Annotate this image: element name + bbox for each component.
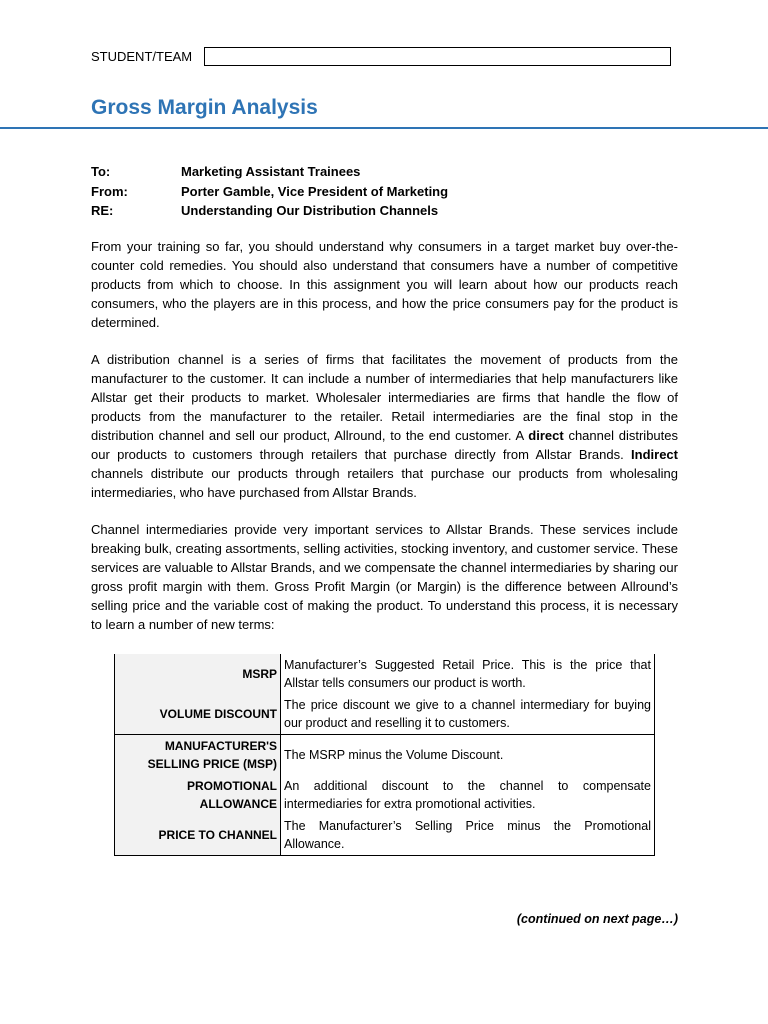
definition-msrp: Manufacturer’s Suggested Retail Price. This is the price that Allstar tells consumers our product is worth. — [281, 654, 655, 694]
definition-promotional-allowance: An additional discount to the channel to compensate intermediaries for extra promotional activities. — [281, 775, 655, 815]
table-row — [115, 694, 655, 735]
memo-from-value: Porter Gamble, Vice President of Marketing — [181, 183, 449, 199]
table-row — [115, 775, 655, 815]
terms-table — [114, 654, 655, 856]
table-row — [115, 735, 655, 776]
memo-header — [91, 162, 448, 221]
paragraph-intermediaries: Channel intermediaries provide very important services to Allstar Brands. These services include breaking bulk, creating assortments, selling activities, stocking inventory, and customer service. These services are valuable to Allstar Brands, and we compensate the channel intermediaries by sharing our gross profit margin with them. Gross Profit Margin (or Margin) is the difference between Allround’s selling price and the variable cost of making the product. To understand this process, it is necessary to learn a number of new terms: — [91, 522, 678, 632]
memo-re-row — [91, 201, 448, 221]
memo-re-value: Understanding Our Distribution Channels — [181, 203, 439, 219]
page-title: Gross Margin Analysis — [91, 96, 318, 119]
student-team-label: STUDENT/TEAM — [91, 49, 193, 64]
student-team-row — [91, 47, 671, 66]
memo-to-value: Marketing Assistant Trainees — [181, 164, 361, 180]
indirect-term: Indirect — [631, 447, 678, 462]
paragraph-distribution-channel: A distribution channel is a series of firms that facilitates the movement of products from the manufacturer to the customer. It can include a number of intermediaries that help manufacturers like Allstar get their products to market. Wholesaler intermediaries are firms that handle the flow of products from the manufacturer to the retailer. Retail intermediaries are the final stop in the distribution channel and sell our product, Allround, to the end customer. A direct channel distributes our products to customers through retailers that purchase directly from Allstar Brands. Indirect channels distribute our products through retailers that purchase our products from wholesaling intermediaries, who have purchased from Allstar Brands. — [91, 352, 678, 500]
memo-from-key: From: — [91, 183, 128, 199]
term-price-to-channel: PRICE TO CHANNEL — [115, 815, 281, 856]
paragraph-intro: From your training so far, you should understand why consumers in a target market buy over-the-counter cold remedies. You should also understand that consumers have a number of competitive products from which to choose. In this assignment you will learn about how our products reach consumers, who the players are in this process, and how the price consumers pay for the product is determined. — [91, 239, 678, 330]
continued-note: (continued on next page…) — [516, 912, 678, 926]
term-volume-discount: VOLUME DISCOUNT — [115, 694, 281, 735]
definition-msp: The MSRP minus the Volume Discount. — [281, 735, 655, 776]
memo-from-row — [91, 182, 448, 202]
definition-volume-discount: The price discount we give to a channel intermediary for buying our product and reselling it to customers. — [281, 694, 655, 735]
definition-price-to-channel: The Manufacturer’s Selling Price minus the Promotional Allowance. — [281, 815, 655, 856]
term-msp: MANUFACTURER'S SELLING PRICE (MSP) — [115, 735, 281, 776]
memo-to-key: To: — [91, 164, 111, 180]
memo-re-key: RE: — [91, 203, 114, 219]
memo-to-row — [91, 162, 448, 182]
table-row — [115, 815, 655, 856]
direct-term: direct — [528, 428, 564, 443]
table-row — [115, 654, 655, 694]
memo-body — [91, 237, 678, 652]
student-team-field[interactable] — [204, 47, 671, 66]
term-promotional-allowance: PROMOTIONAL ALLOWANCE — [115, 775, 281, 815]
title-divider — [0, 127, 768, 129]
term-msrp: MSRP — [115, 654, 281, 694]
